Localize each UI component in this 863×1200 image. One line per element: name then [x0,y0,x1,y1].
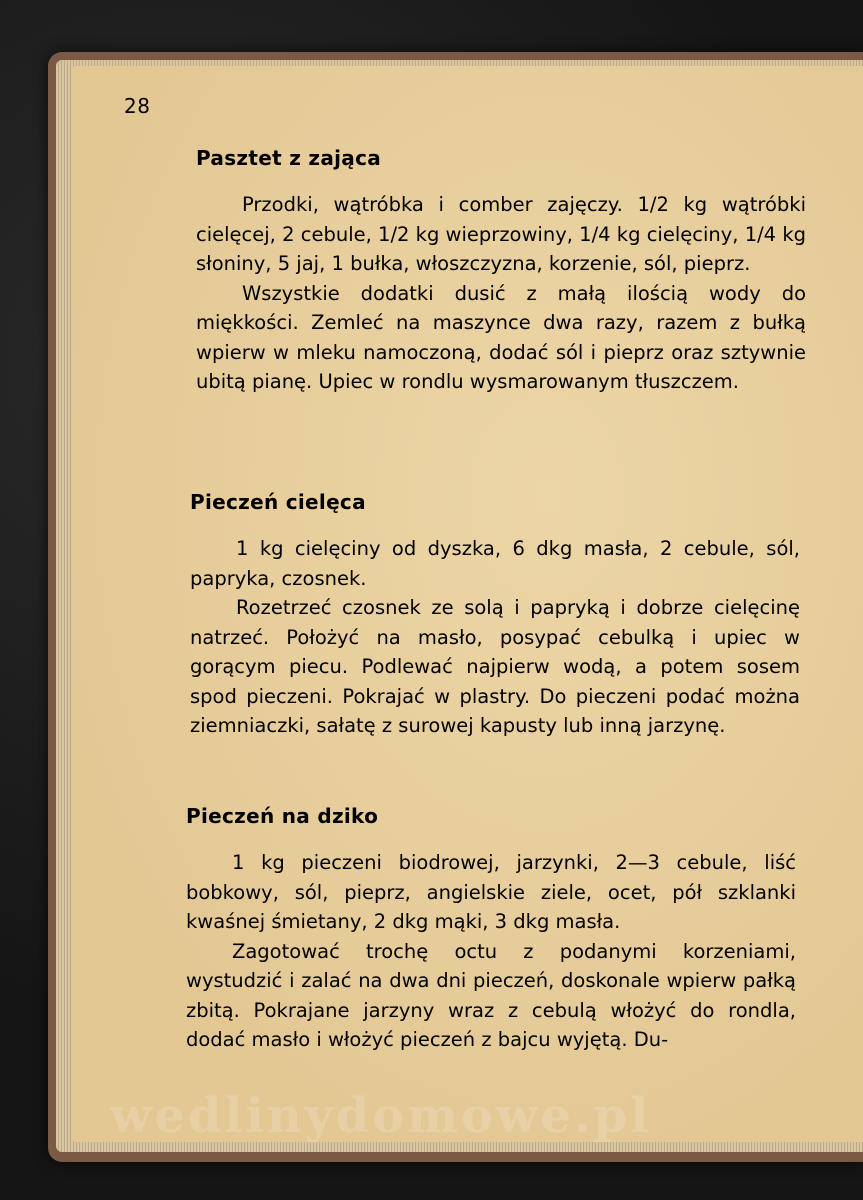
ingredients-paragraph: 1 kg pieczeni biodrowej, jarzynki, 2—3 cebule, liść bobkowy, sól, pieprz, angielskie ziele, ocet, pół szklanki kwaśnej śmietany, 2 dkg mąki, 3 dkg masła. [186,851,796,933]
recipe-title: Pasztet z zająca [196,146,382,170]
page-number: 28 [124,94,151,118]
instructions-paragraph: Wszystkie dodatki dusić z małą ilością wody do miękkości. Zemleć na maszynce dwa razy, razem z bułką wpierw w mleku namoczoną, dodać sól i pieprz oraz sztywnie ubitą pianę. Upiec w rondlu wysmarowanym tłuszczem. [196,281,806,393]
recipe-pasztet-z-zajaca [196,146,806,397]
recipe-title: Pieczeń na dziko [186,804,379,828]
ingredients-paragraph: Przodki, wątróbka i comber zajęczy. 1/2 kg wątróbki cielęcej, 2 cebule, 1/2 kg wieprzowiny, 1/4 kg cielęciny, 1/4 kg słoniny, 5 jaj, 1 bułka, włoszczyzna, korzenie, sól, pieprz. [196,193,806,275]
instructions-paragraph: Rozetrzeć czosnek ze solą i papryką i dobrze cielęcinę natrzeć. Położyć na masło, posypać cebulką i upiec w gorącym piecu. Podlewać najpierw wodą, a potem sosem spod pieczeni. Pokrajać w plastry. Do pieczeni podać można ziemniaczki, sałatę z surowej kapusty lub inną jarzynę. [190,596,800,737]
recipe-title: Pieczeń cielęca [190,490,366,514]
recipe-pieczen-cieleca [190,490,800,741]
watermark: wedlinydomowe.pl [110,1088,652,1144]
instructions-paragraph: Zagotować trochę octu z podanymi korzeniami, wystudzić i zalać na dwa dni pieczeń, doskonale wpierw pałką zbitą. Pokrajane jarzyny wraz z cebulą włożyć do rondla, dodać masło i włożyć pieczeń z bajcu wyjętą. Du- [186,939,796,1051]
recipe-pieczen-na-dziko [186,804,796,1055]
ingredients-paragraph: 1 kg cielęciny od dyszka, 6 dkg masła, 2 cebule, sól, papryka, czosnek. [190,537,800,590]
